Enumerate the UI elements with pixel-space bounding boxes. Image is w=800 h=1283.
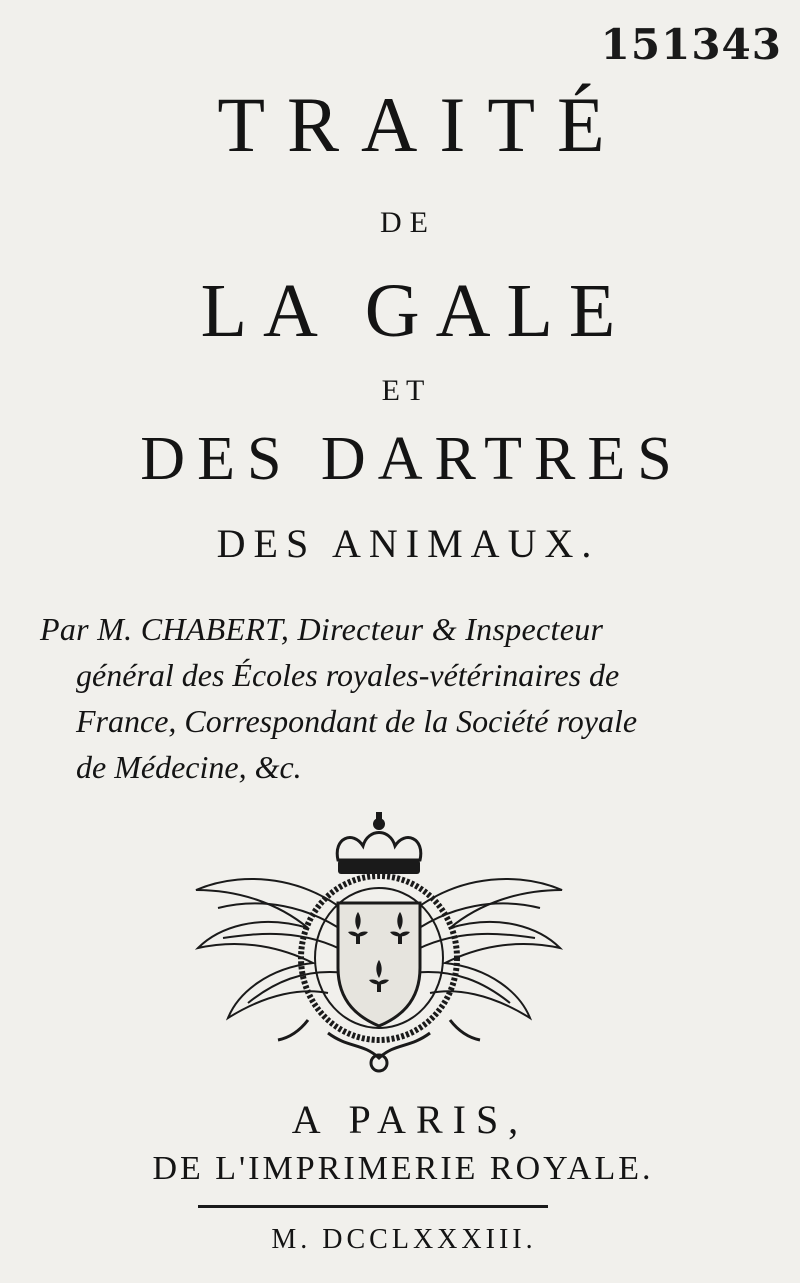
title-line-des-animaux: DES ANIMAUX. — [216, 521, 600, 566]
title-line-des-dartres: DES DARTRES — [140, 425, 684, 493]
author-line: de Médecine, &c. — [76, 749, 302, 785]
author-line: Par M. CHABERT, Directeur & Inspecteur — [40, 611, 604, 647]
title-line-et: ET — [381, 374, 431, 407]
author-statement — [40, 606, 730, 790]
imprint-year: M. DCCLXXXIII. — [271, 1224, 537, 1255]
imprint-rule — [198, 1205, 548, 1208]
shelfmark-number: 151343 — [600, 20, 782, 69]
author-line: France, Correspondant de la Société royale — [76, 703, 638, 739]
title-line-la-gale: LA GALE — [200, 269, 632, 353]
royal-coat-of-arms-icon — [188, 808, 570, 1080]
author-line: général des Écoles royales-vétérinaires de — [76, 657, 620, 693]
imprint-printer: DE L'IMPRIMERIE ROYALE. — [152, 1150, 654, 1187]
title-line-de: DE — [380, 206, 436, 239]
title-line-traite: TRAITÉ — [217, 81, 627, 168]
imprint-place: A PARIS, — [291, 1097, 529, 1142]
